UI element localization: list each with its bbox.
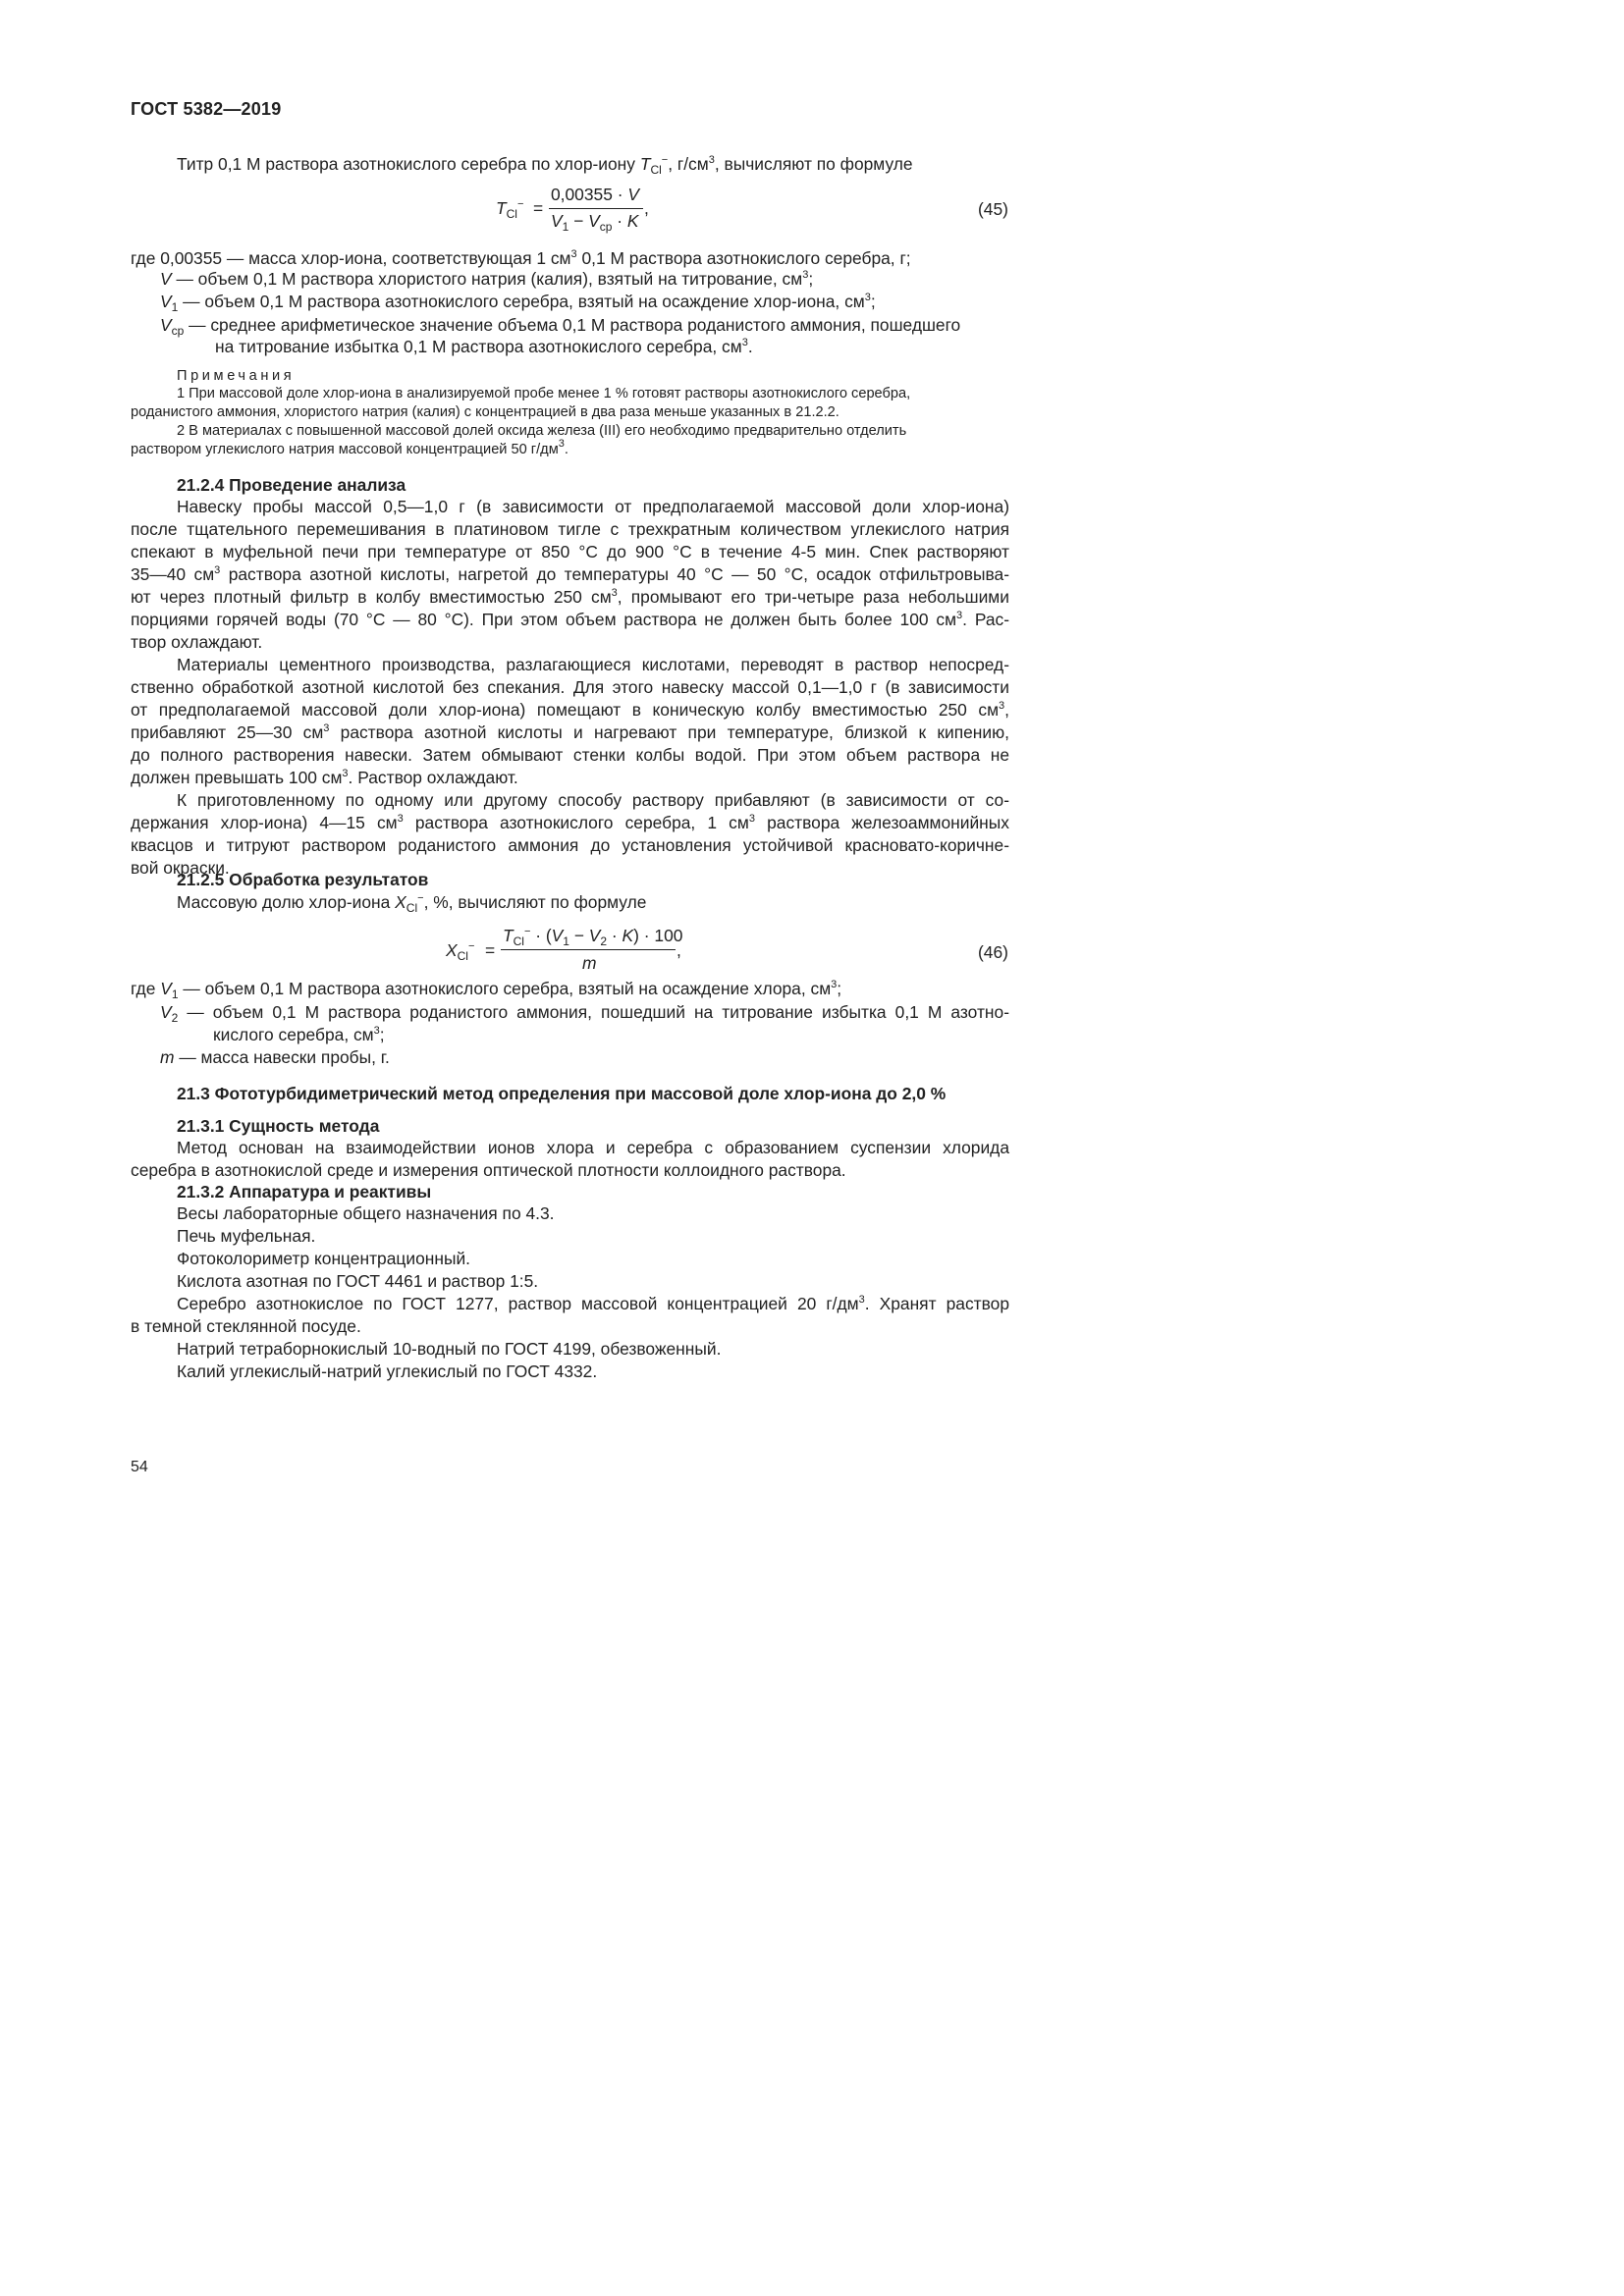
page-number: 54 bbox=[131, 1459, 148, 1475]
paragraph-line: до полного растворения навески. Затем обмывают стенки колбы водой. При этом объем раствора не bbox=[131, 745, 1009, 765]
paragraph-line: ственно обработкой азотной кислотой без спекания. Для этого навеску массой 0,1—1,0 г (в зависимости bbox=[131, 677, 1009, 697]
paragraph-line: квасцов и титруют раствором роданистого аммония до установления устойчивой красновато-коричне- bbox=[131, 835, 1009, 855]
paragraph-line: твор охлаждают. bbox=[131, 632, 263, 652]
list-item: Кислота азотная по ГОСТ 4461 и раствор 1:5. bbox=[177, 1271, 539, 1291]
paragraph-line: должен превышать 100 $см^3$. Раствор охлаждают. bbox=[131, 768, 518, 787]
section-heading: 21.3.2 Аппаратура и реактивы bbox=[177, 1182, 432, 1201]
note-line: раствором углекислого натрия массовой концентрацией 50 $г/дм^3$. bbox=[131, 438, 568, 457]
paragraph-line: прибавляют 25—30 $см^3$ раствора азотной кислоты и нагревают при температуре, близкой к кипению, bbox=[131, 722, 1009, 742]
list-item: Серебро азотнокислое по ГОСТ 1277, раствор массовой концентрацией 20 $г/дм^3$. Хранят раствор bbox=[177, 1294, 1010, 1313]
paragraph-line: Навеску пробы массой 0,5—1,0 г (в зависимости от предполагаемой массовой доли хлор-иона) bbox=[177, 497, 1009, 516]
list-item: Фотоколориметр концентрационный. bbox=[177, 1249, 470, 1268]
paragraph-line: Метод основан на взаимодействии ионов хлора и серебра с образованием суспензии хлорида bbox=[177, 1138, 1009, 1157]
paragraph-line: от предполагаемой массовой доли хлор-иона) помещают в коническую колбу вместимостью 250 $см^3$, bbox=[131, 700, 1009, 720]
paragraph-line: держания хлор-иона) 4—15 $см^3$ раствора азотнокислого серебра, 1 $см^3$ раствора железоаммонийных bbox=[131, 813, 1009, 832]
where-line: где $V_1$ — объем 0,1 М раствора азотнокислого серебра, взятый на осаждение хлора, $см^3$; bbox=[131, 979, 842, 1001]
formula-intro: Титр 0,1 М раствора азотнокислого серебра по хлор-иону $T_{Cl}^-$, $г/см^3$, вычисляют по формуле bbox=[177, 154, 913, 177]
where-line: где 0,00355 — масса хлор-иона, соответствующая 1 $см^3$ 0,1 М раствора азотнокислого серебра, г; bbox=[131, 248, 911, 268]
where-line: кислого серебра, $см^3$; bbox=[213, 1025, 385, 1044]
notes-title: Примечания bbox=[177, 368, 296, 384]
paragraph-line: вой окраски. bbox=[131, 858, 230, 878]
paragraph-line: 35—40 $см^3$ раствора азотной кислоты, нагретой до температуры 40 °С — 50 °С, осадок отфильтровыва- bbox=[131, 564, 1009, 584]
note-line: 1 При массовой доле хлор-иона в анализируемой пробе менее 1 % готовят растворы азотнокислого серебра, bbox=[177, 386, 911, 401]
paragraph-line: Материалы цементного производства, разлагающиеся кислотами, переводят в раствор непосред- bbox=[177, 655, 1009, 674]
paragraph-line: после тщательного перемешивания в платиновом тигле с трехкратным количеством углекислого натрия bbox=[131, 519, 1009, 539]
where-line: V — объем 0,1 М раствора хлористого натрия (калия), взятый на титрование, $см^3$; bbox=[160, 269, 814, 289]
paragraph-line: ют через плотный фильтр в колбу вместимостью 250 $см^3$, промывают его три-четыре раза небольшими bbox=[131, 587, 1009, 607]
where-line: $V_1$ — объем 0,1 М раствора азотнокислого серебра, взятый на осаждение хлор-иона, $см^3$; bbox=[160, 292, 876, 314]
paragraph-line: порциями горячей воды (70 °С — 80 °С). При этом объем раствора не должен быть более 100 $см^3$. Рас- bbox=[131, 610, 1010, 629]
formula-number: (46) bbox=[978, 942, 1008, 962]
where-line: m — масса навески пробы, г. bbox=[160, 1047, 390, 1067]
section-heading: 21.2.5 Обработка результатов bbox=[177, 870, 429, 889]
note-line: 2 В материалах с повышенной массовой долей оксида железа (III) его необходимо предварительно отделить bbox=[177, 423, 907, 439]
paragraph-line: спекают в муфельной печи при температуре от 850 °С до 900 °С в течение 4-5 мин. Спек растворяют bbox=[131, 542, 1009, 561]
document-page: ГОСТ 5382—2019 Титр 0,1 М раствора азотнокислого серебра по хлор-иону $T_{Cl}^-$, $г/см^3$, вычисляют по формуле $T_{Cl}^-$ = 0,00355 · V $V_1 - V_{ср} \cdot K$ , (45) где 0,00355 — масса хлор-иона, соответствующая 1 $см^3$ 0,1 М раствора азотнокислого серебра, г; V — объем 0,1 М раствора хлористого натрия (калия), взятый на титрование, $см^3$; $V_1$ — объем 0,1 М раствора азотнокислого серебра, взятый на осаждение хлор-иона, $см^3$; $V_{ср}$ — среднее арифметическое значение объема 0,1 М раствора роданистого аммония, пошедшего на титрование избытка 0,1 М раствора азотнокислого серебра, $см^3$. Примечания 1 При массовой доле хлор-иона в анализируемой пробе менее 1 % готовят растворы азотнокислого серебра, роданистого аммония, хлористого натрия (калия) с концентрацией в два раза меньше указанных в 21.2.2. 2 В материалах с повышенной массовой долей оксида железа (III) его необходимо предварительно отделить раствором углекислого натрия массовой концентрацией 50 $г/дм^3$. 21.2.4 Проведение анализа Навеску пробы массой 0,5—1,0 г (в зависимости от предполагаемой массовой доли хлор-иона) после тщательного перемешивания в платиновом тигле с трехкратным количеством углекислого натрия спекают в муфельной печи при температуре от 850 °С до 900 °С в течение 4-5 мин. Спек растворяют 35—40 $см^3$ раствора азотной кислоты, нагретой до температуры 40 °С — 50 °С, осадок отфильтровыва- ют через плотный фильтр в колбу вместимостью 250 $см^3$, промывают его три-четыре раза небольшими порциями горячей воды (70 °С — 80 °С). При этом объем раствора не должен быть более 100 $см^3$. Рас- твор охлаждают. Материалы цементного производства, разлагающиеся кислотами, переводят в раствор непосред- ственно обработкой азотной кислотой без спекания. Для этого навеску массой 0,1—1,0 г (в зависимости от предполагаемой массовой доли хлор-иона) помещают в коническую колбу вместимостью 250 $см^3$, прибавляют 25—30 $см^3$ раствора азотной кислоты и нагревают при температуре, близкой к кипению, до полного растворения навески. Затем обмывают стенки колбы водой. При этом объем раствора не должен превышать 100 $см^3$. Раствор охлаждают. К приготовленному по одному или другому способу раствору прибавляют (в зависимости от со- держания хлор-иона) 4—15 $см^3$ раствора азотнокислого серебра, 1 $см^3$ раствора железоаммонийных квасцов и титруют раствором роданистого аммония до установления устойчивой красновато-коричне- вой окраски. 21.2.5 Обработка результатов Массовую долю хлор-иона $X_{Cl}^-$, %, вычисляют по формуле $X_{Cl}^-$ = $T_{Cl}^- \cdot (V_1 - V_2 \cdot K) \cdot 100$ m , (46) где $V_1$ — объем 0,1 М раствора азотнокислого серебра, взятый на осаждение хлора, $см^3$; $V_2$ — объем 0,1 М раствора роданистого аммония, пошедший на титрование избытка 0,1 М азотно- кислого серебра, $см^3$; m — масса навески пробы, г. 21.3 Фототурбидиметрический метод определения при массовой доле хлор-иона до 2,0 % 21.3.1 Сущность метода Метод основан на взаимодействии ионов хлора и серебра с образованием суспензии хлорида серебра в азотнокислой среде и измерения оптической плотности коллоидного раствора. 21.3.2 Аппаратура и реактивы Весы лабораторные общего назначения по 4.3. Печь муфельная. Фотоколориметр концентрационный. Кислота азотная по ГОСТ 4461 и раствор 1:5. Серебро азотнокислое по ГОСТ 1277, раствор массовой концентрацией 20 $г/дм^3$. Хранят раствор в темной стеклянной посуде. Натрий тетраборнокислый 10-водный по ГОСТ 4199, обезвоженный. Калий углекислый-натрий углекислый по ГОСТ 4332. 54 bbox=[131, 99, 1010, 1475]
list-item: в темной стеклянной посуде. bbox=[131, 1316, 361, 1336]
where-line: $V_{ср}$ — среднее арифметическое значение объема 0,1 М раствора роданистого аммония, пошедшего bbox=[160, 315, 961, 338]
list-item: Печь муфельная. bbox=[177, 1226, 316, 1246]
where-line: $V_2$ — объем 0,1 М раствора роданистого аммония, пошедший на титрование избытка 0,1 М азотно- bbox=[160, 1002, 1009, 1025]
list-item: Весы лабораторные общего назначения по 4.3. bbox=[177, 1203, 555, 1223]
document-header: ГОСТ 5382—2019 bbox=[131, 99, 282, 119]
paragraph-line: К приготовленному по одному или другому способу раствору прибавляют (в зависимости от со- bbox=[177, 790, 1009, 810]
where-line: на титрование избытка 0,1 М раствора азотнокислого серебра, $см^3$. bbox=[215, 337, 753, 356]
section-heading: 21.2.4 Проведение анализа bbox=[177, 475, 406, 495]
list-item: Натрий тетраборнокислый 10-водный по ГОСТ 4199, обезвоженный. bbox=[177, 1339, 722, 1359]
formula-intro: Массовую долю хлор-иона $X_{Cl}^-$, %, вычисляют по формуле bbox=[177, 892, 647, 915]
note-line: роданистого аммония, хлористого натрия (калия) с концентрацией в два раза меньше указанных в 21.2.2. bbox=[131, 404, 839, 420]
formula-number: (45) bbox=[978, 199, 1008, 219]
paragraph-line: серебра в азотнокислой среде и измерения оптической плотности коллоидного раствора. bbox=[131, 1160, 846, 1180]
section-heading: 21.3 Фототурбидиметрический метод определения при массовой доле хлор-иона до 2,0 % bbox=[177, 1084, 947, 1103]
section-heading: 21.3.1 Сущность метода bbox=[177, 1116, 380, 1136]
list-item: Калий углекислый-натрий углекислый по ГОСТ 4332. bbox=[177, 1362, 598, 1381]
